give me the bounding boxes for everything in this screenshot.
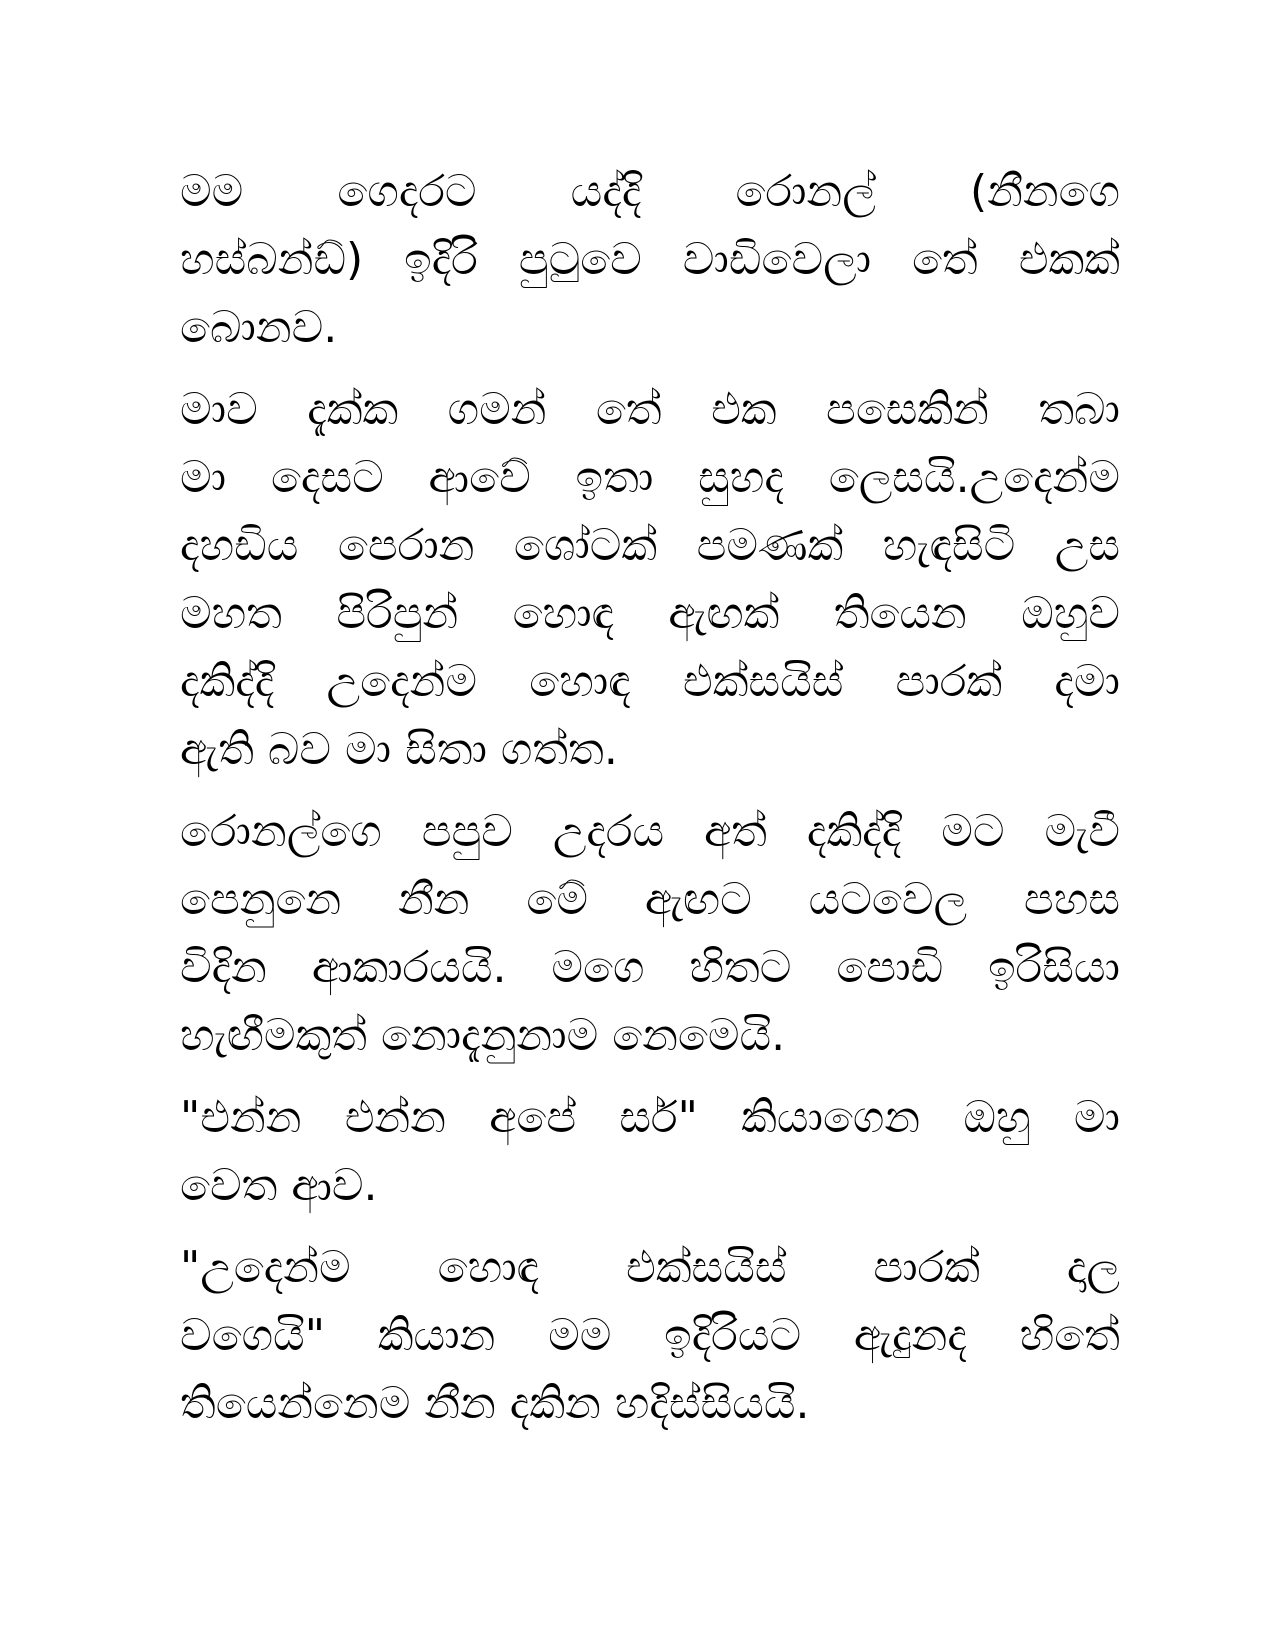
paragraph-1 [150, 158, 1120, 362]
text-line: "උදෙන්ම හොඳ එක්සයිස් පාරක් දාල [180, 1242, 1120, 1293]
paragraph-3 [150, 798, 1120, 1070]
text-line: මාව දැක්ක ගමන් තේ එක පසෙකින් තබා [180, 384, 1120, 435]
paragraph-5 [150, 1234, 1120, 1438]
text-line: මහත පිරිපුන් හොඳ ඇඟක් තියෙන ඔහුව [180, 588, 1120, 639]
paragraph-4 [150, 1084, 1120, 1220]
text-line: වෙත ආව. [180, 1160, 378, 1211]
body-text [150, 158, 1120, 1452]
text-line: තියෙන්නෙම නීන දකින හදිස්සියයි. [180, 1378, 810, 1429]
text-line: විදින ආකාරයයි. මගෙ හිතට පොඩි ඉරිසියා [180, 942, 1120, 993]
text-line: දකිද්දි උදෙන්ම හොඳ එක්සයිස් පාරක් දමා [180, 656, 1120, 707]
text-line: හස්බන්ඩ්) ඉදිරි පුටුවෙ වාඩිවෙලා තේ එකක් [180, 234, 1120, 285]
text-line: රොනල්ගෙ පපුව උදරය අත් දකිද්දි මට මැවී [180, 806, 1120, 857]
text-line: වගෙයි" කියාන මම ඉදිරියට ඇදුනද හිතේ [180, 1310, 1120, 1361]
text-line: මම ගෙදරට යද්දි රොනල් (නීනගෙ [180, 166, 1120, 217]
text-line: මා දෙසට ආවේ ඉතා සුහද ලෙසයි.උදෙන්ම [180, 452, 1120, 503]
text-line: පෙනුනෙ නීන මේ ඇඟට යටවෙල පහස [180, 874, 1120, 925]
text-line: ඇති බව මා සිතා ගත්ත. [180, 724, 618, 775]
text-line: බොනව. [180, 302, 338, 353]
text-line: "එන්න එන්න අපේ සර්" කියාගෙන ඔහු මා [180, 1092, 1120, 1143]
paragraph-2 [150, 376, 1120, 784]
text-line: හැඟීමකුත් නොදැනුනාම නෙමෙයි. [180, 1010, 786, 1061]
text-line: දහඩිය පෙරාන ශෝටක් පමණක් හැඳසිටි උස [180, 520, 1120, 571]
